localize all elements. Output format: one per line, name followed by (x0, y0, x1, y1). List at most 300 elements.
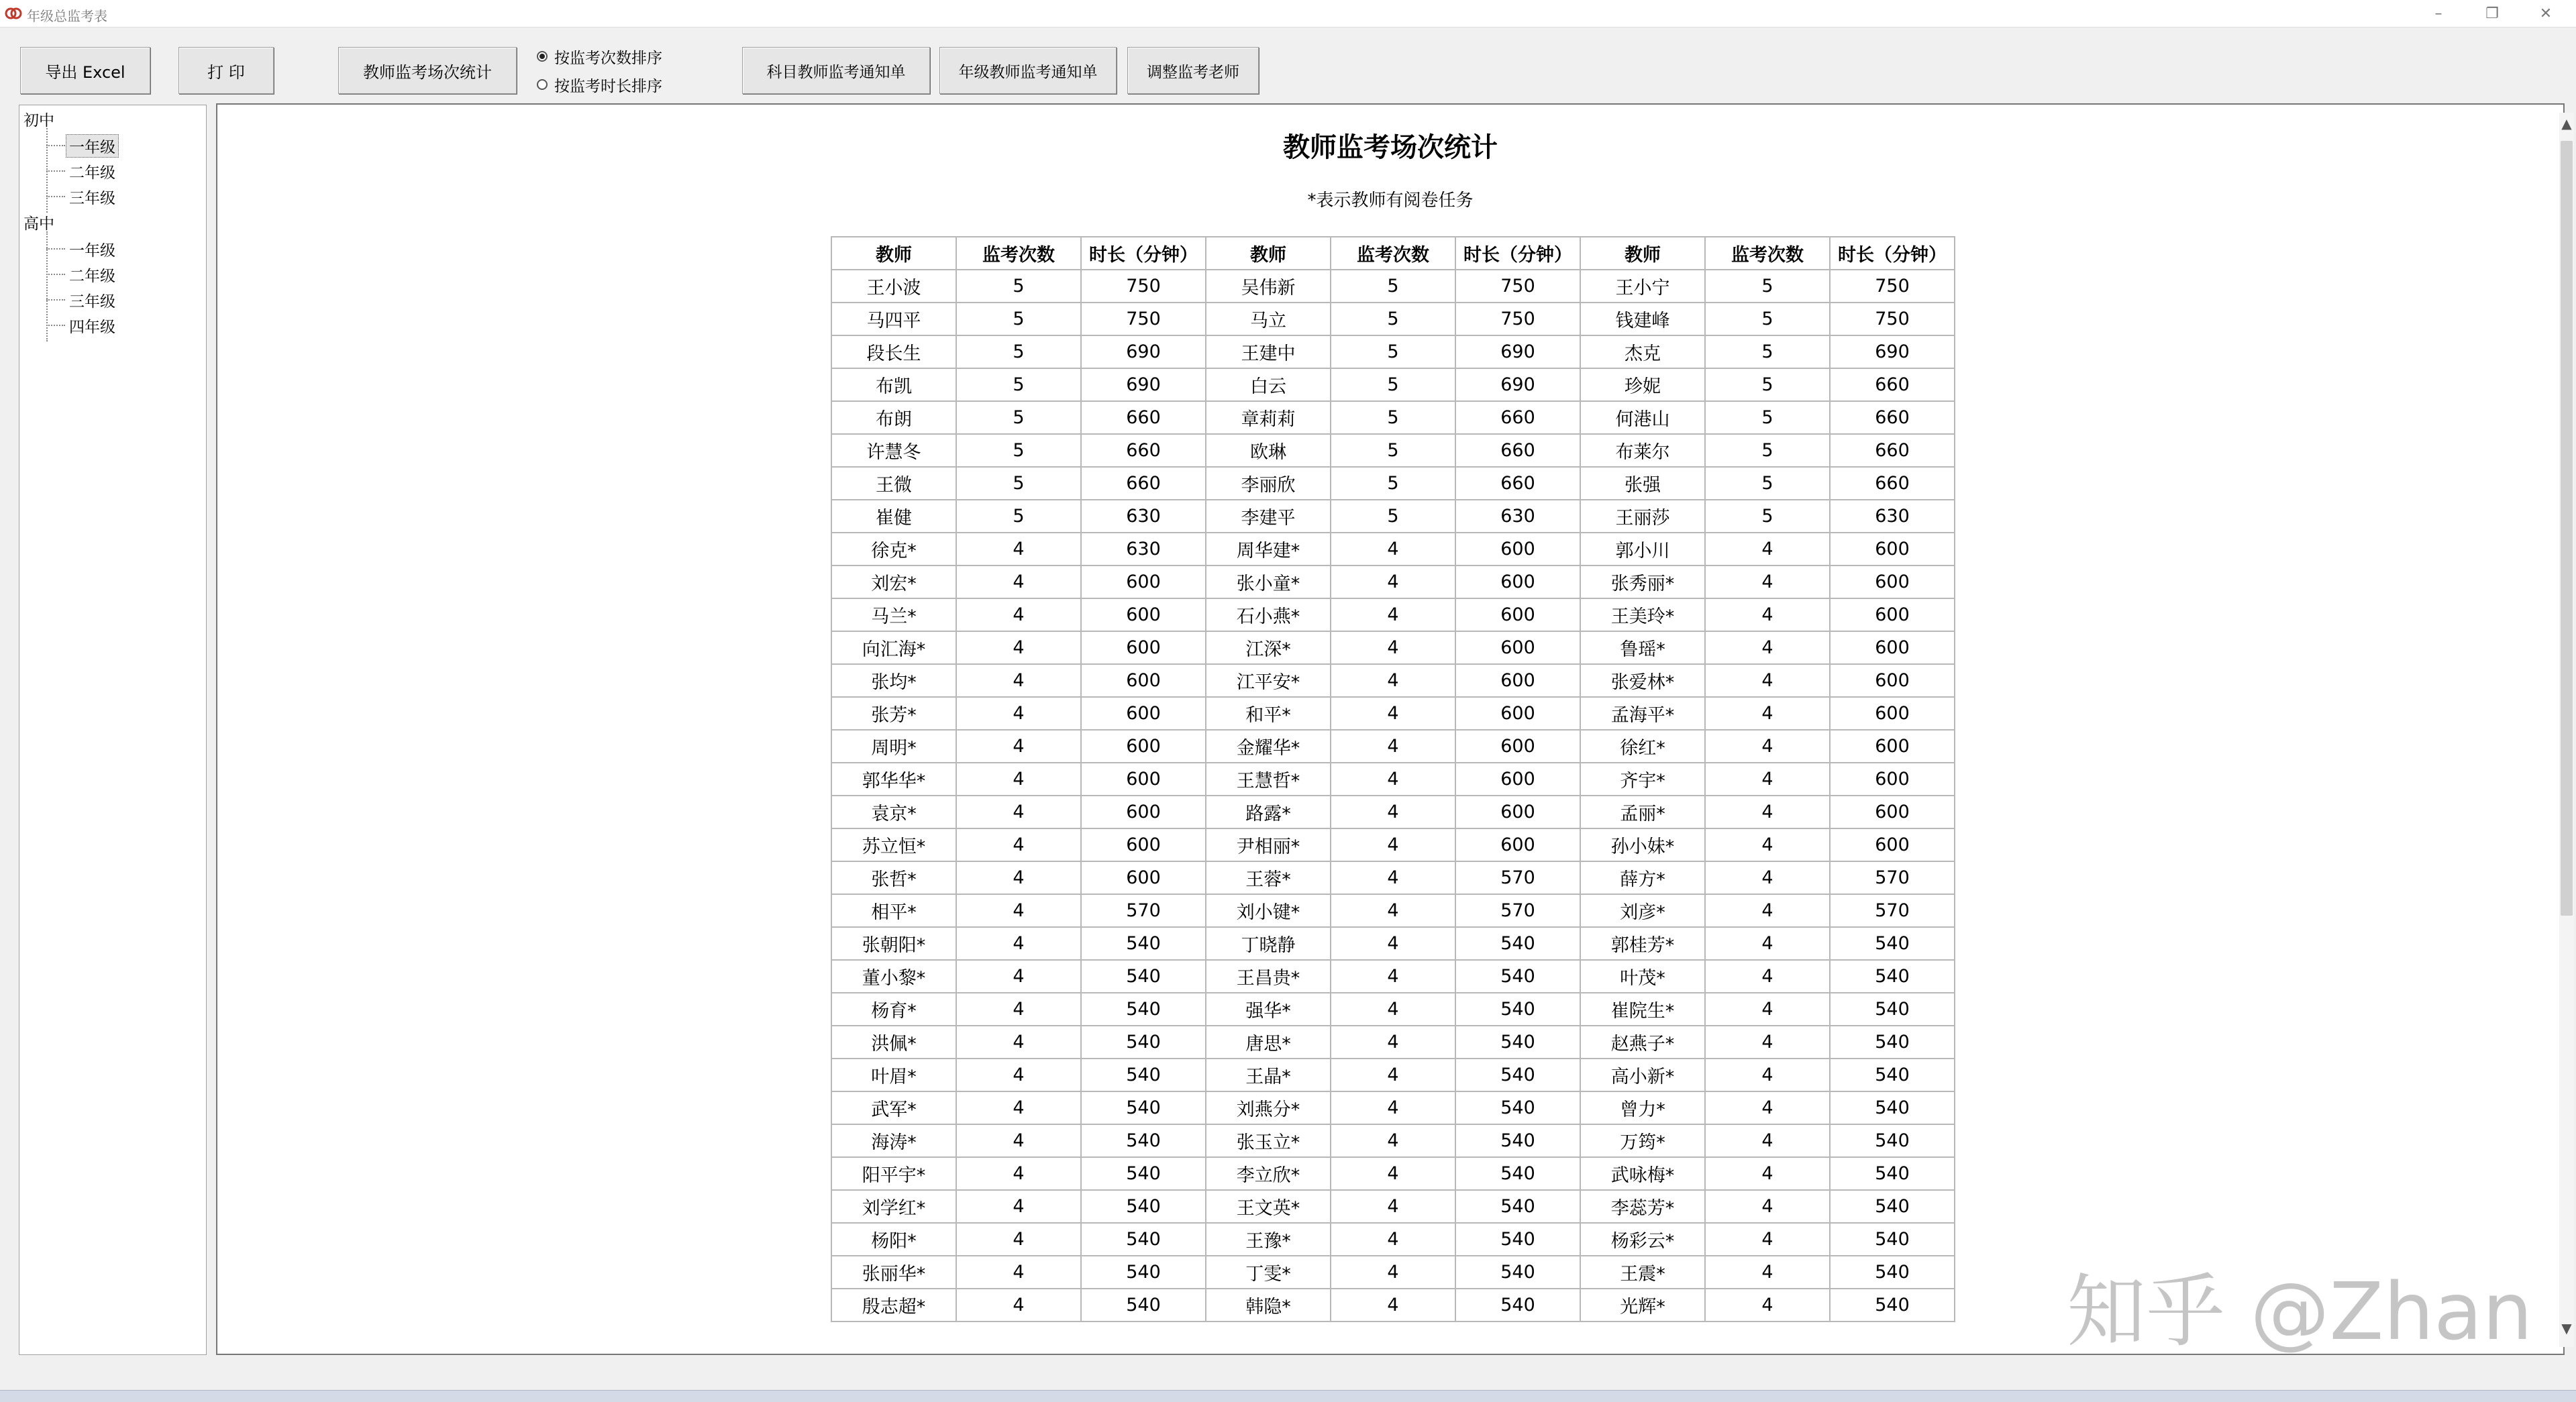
teacher-cell: 薛方* (1580, 861, 1705, 894)
duration-cell: 540 (1455, 993, 1580, 1026)
duration-cell: 600 (1455, 730, 1580, 763)
teacher-cell: 布朗 (831, 401, 956, 434)
duration-cell: 600 (1081, 828, 1206, 861)
table-row (831, 1124, 1955, 1157)
table-row (831, 467, 1955, 500)
teacher-cell: 向汇海* (831, 631, 956, 664)
duration-cell: 750 (1081, 303, 1206, 335)
count-cell: 4 (1331, 960, 1455, 993)
teacher-cell: 杰克 (1580, 335, 1705, 368)
count-cell: 4 (1331, 1157, 1455, 1190)
duration-cell: 660 (1455, 401, 1580, 434)
duration-cell: 540 (1455, 927, 1580, 960)
table-row (831, 631, 1955, 664)
count-cell: 4 (956, 828, 1081, 861)
teacher-cell: 王微 (831, 467, 956, 500)
teacher-cell: 王晶* (1206, 1059, 1331, 1091)
teacher-cell: 王蓉* (1206, 861, 1331, 894)
count-cell: 4 (956, 565, 1081, 598)
count-cell: 5 (1331, 368, 1455, 401)
count-cell: 5 (956, 270, 1081, 303)
export-excel-button[interactable]: 导出 Excel (20, 47, 150, 94)
teacher-cell: 布凯 (831, 368, 956, 401)
count-cell: 4 (1705, 730, 1830, 763)
count-cell: 4 (956, 1223, 1081, 1256)
teacher-cell: 武军* (831, 1091, 956, 1124)
count-cell: 4 (1705, 894, 1830, 927)
count-cell: 4 (1331, 1124, 1455, 1157)
duration-cell: 540 (1830, 1289, 1955, 1322)
count-cell: 4 (1705, 927, 1830, 960)
count-cell: 4 (956, 1124, 1081, 1157)
column-header: 教师 (831, 237, 956, 270)
column-header: 监考次数 (1705, 237, 1830, 270)
teacher-cell: 孙小妹* (1580, 828, 1705, 861)
duration-cell: 540 (1830, 1223, 1955, 1256)
duration-cell: 540 (1081, 1026, 1206, 1059)
table-row (831, 828, 1955, 861)
duration-cell: 540 (1081, 1124, 1206, 1157)
duration-cell: 600 (1830, 631, 1955, 664)
duration-cell: 750 (1830, 270, 1955, 303)
teacher-cell: 王建中 (1206, 335, 1331, 368)
duration-cell: 630 (1455, 500, 1580, 533)
column-header: 监考次数 (1331, 237, 1455, 270)
count-cell: 4 (1331, 1091, 1455, 1124)
count-cell: 4 (956, 1059, 1081, 1091)
table-row (831, 697, 1955, 730)
teacher-cell: 王丽莎 (1580, 500, 1705, 533)
count-cell: 4 (956, 960, 1081, 993)
tree-line (46, 170, 65, 172)
teacher-cell: 章莉莉 (1206, 401, 1331, 434)
teacher-cell: 王昌贵* (1206, 960, 1331, 993)
teacher-cell: 张强 (1580, 467, 1705, 500)
teacher-cell: 苏立恒* (831, 828, 956, 861)
teacher-cell: 张哲* (831, 861, 956, 894)
teacher-cell: 刘彦* (1580, 894, 1705, 927)
count-cell: 4 (1331, 1289, 1455, 1322)
duration-cell: 540 (1830, 1059, 1955, 1091)
count-cell: 4 (1331, 697, 1455, 730)
duration-cell: 600 (1830, 598, 1955, 631)
column-header: 教师 (1580, 237, 1705, 270)
duration-cell: 600 (1081, 664, 1206, 697)
restore-button[interactable]: ❐ (2485, 5, 2499, 22)
table-row (831, 796, 1955, 828)
teacher-cell: 张芳* (831, 697, 956, 730)
count-cell: 4 (1331, 1059, 1455, 1091)
teacher-cell: 张爱林* (1580, 664, 1705, 697)
tree-item-junior-grade3[interactable]: 三年级 (69, 190, 115, 207)
sort-by-duration-radio[interactable] (537, 72, 662, 97)
teacher-cell: 王慧哲* (1206, 763, 1331, 796)
count-cell: 4 (1331, 598, 1455, 631)
teacher-cell: 尹相丽* (1206, 828, 1331, 861)
close-button[interactable]: ✕ (2539, 5, 2553, 22)
teacher-cell: 洪佩* (831, 1026, 956, 1059)
teacher-cell: 徐红* (1580, 730, 1705, 763)
teacher-cell: 刘学红* (831, 1190, 956, 1223)
watermark: 知乎 @Zhan (2067, 1265, 2533, 1358)
count-cell: 5 (1331, 303, 1455, 335)
count-cell: 4 (1331, 927, 1455, 960)
duration-cell: 540 (1830, 1091, 1955, 1124)
teacher-cell: 崔院生* (1580, 993, 1705, 1026)
teacher-cell: 丁晓静 (1206, 927, 1331, 960)
duration-cell: 570 (1455, 861, 1580, 894)
duration-cell: 660 (1830, 368, 1955, 401)
teacher-cell: 王小宁 (1580, 270, 1705, 303)
duration-cell: 630 (1830, 500, 1955, 533)
count-cell: 5 (1705, 270, 1830, 303)
count-cell: 5 (956, 335, 1081, 368)
teacher-cell: 金耀华* (1206, 730, 1331, 763)
duration-cell: 660 (1455, 467, 1580, 500)
teacher-cell: 曾力* (1580, 1091, 1705, 1124)
teacher-cell: 吴伟新 (1206, 270, 1331, 303)
duration-cell: 540 (1830, 927, 1955, 960)
count-cell: 5 (1705, 368, 1830, 401)
tree-item-junior-grade1[interactable]: 一年级 (66, 135, 118, 157)
count-cell: 5 (956, 434, 1081, 467)
table-row (831, 533, 1955, 565)
count-cell: 4 (1331, 763, 1455, 796)
tree-line (46, 248, 65, 250)
teacher-cell: 武咏梅* (1580, 1157, 1705, 1190)
duration-cell: 540 (1455, 1059, 1580, 1091)
count-cell: 5 (1705, 500, 1830, 533)
count-cell: 4 (1705, 828, 1830, 861)
teacher-cell: 段长生 (831, 335, 956, 368)
table-row (831, 730, 1955, 763)
duration-cell: 600 (1830, 565, 1955, 598)
table-row (831, 664, 1955, 697)
count-cell: 5 (1331, 434, 1455, 467)
count-cell: 4 (1331, 730, 1455, 763)
teacher-cell: 白云 (1206, 368, 1331, 401)
column-header: 时长（分钟） (1830, 237, 1955, 270)
count-cell: 4 (956, 1256, 1081, 1289)
teacher-cell: 王美玲* (1580, 598, 1705, 631)
duration-cell: 600 (1455, 533, 1580, 565)
duration-cell: 540 (1455, 1256, 1580, 1289)
adjust-teacher-button[interactable]: 调整监考老师 (1127, 47, 1259, 94)
count-cell: 4 (956, 598, 1081, 631)
count-cell: 4 (1705, 1124, 1830, 1157)
teacher-cell: 刘小键* (1206, 894, 1331, 927)
table-row (831, 763, 1955, 796)
teacher-cell: 许慧冬 (831, 434, 956, 467)
duration-cell: 540 (1455, 1157, 1580, 1190)
count-cell: 5 (956, 368, 1081, 401)
scroll-up-icon[interactable]: ▲ (2561, 115, 2572, 131)
duration-cell: 600 (1081, 763, 1206, 796)
minimize-button[interactable]: – (2434, 5, 2442, 22)
teacher-cell: 鲁瑶* (1580, 631, 1705, 664)
app-logo-icon (4, 4, 23, 23)
count-cell: 5 (1331, 401, 1455, 434)
duration-cell: 540 (1830, 1026, 1955, 1059)
duration-cell: 540 (1455, 1190, 1580, 1223)
scroll-down-icon[interactable]: ▼ (2561, 1320, 2572, 1336)
duration-cell: 600 (1455, 828, 1580, 861)
duration-cell: 600 (1081, 631, 1206, 664)
duration-cell: 600 (1455, 697, 1580, 730)
count-cell: 4 (956, 533, 1081, 565)
count-cell: 4 (1331, 993, 1455, 1026)
teacher-cell: 阳平宇* (831, 1157, 956, 1190)
duration-cell: 690 (1455, 368, 1580, 401)
duration-cell: 540 (1081, 1289, 1206, 1322)
teacher-cell: 钱建峰 (1580, 303, 1705, 335)
tree-node-senior[interactable]: 高中 (23, 215, 54, 233)
duration-cell: 750 (1081, 270, 1206, 303)
teacher-cell: 张均* (831, 664, 956, 697)
duration-cell: 600 (1455, 598, 1580, 631)
count-cell: 4 (956, 631, 1081, 664)
duration-cell: 600 (1455, 796, 1580, 828)
count-cell: 4 (956, 1190, 1081, 1223)
table-row (831, 993, 1955, 1026)
duration-cell: 600 (1830, 763, 1955, 796)
teacher-cell: 杨阳* (831, 1223, 956, 1256)
count-cell: 5 (1331, 467, 1455, 500)
teacher-cell: 刘燕分* (1206, 1091, 1331, 1124)
report-panel (216, 103, 2565, 1355)
teacher-cell: 周明* (831, 730, 956, 763)
teacher-cell: 郭华华* (831, 763, 956, 796)
count-cell: 4 (956, 1157, 1081, 1190)
teacher-cell: 崔健 (831, 500, 956, 533)
count-cell: 4 (1705, 993, 1830, 1026)
count-cell: 4 (1331, 565, 1455, 598)
count-cell: 4 (1705, 1157, 1830, 1190)
radio-unchecked-icon (537, 79, 548, 90)
teacher-cell: 董小黎* (831, 960, 956, 993)
duration-cell: 600 (1081, 861, 1206, 894)
tree-item-senior-grade1[interactable]: 一年级 (69, 242, 115, 260)
teacher-cell: 王文英* (1206, 1190, 1331, 1223)
count-cell: 4 (956, 796, 1081, 828)
teacher-cell: 石小燕* (1206, 598, 1331, 631)
count-cell: 5 (956, 500, 1081, 533)
teacher-cell: 唐思* (1206, 1026, 1331, 1059)
table-row (831, 401, 1955, 434)
tree-line (46, 145, 65, 146)
teacher-cell: 张秀丽* (1580, 565, 1705, 598)
duration-cell: 600 (1455, 763, 1580, 796)
teacher-cell: 袁京* (831, 796, 956, 828)
duration-cell: 600 (1081, 730, 1206, 763)
count-cell: 4 (956, 1091, 1081, 1124)
duration-cell: 660 (1830, 401, 1955, 434)
sort-by-duration-label: 按监考时长排序 (554, 77, 662, 95)
duration-cell: 600 (1830, 730, 1955, 763)
tree-node-junior[interactable]: 初中 (23, 112, 54, 129)
teacher-cell: 光辉* (1580, 1289, 1705, 1322)
teacher-cell: 郭桂芳* (1580, 927, 1705, 960)
teacher-cell: 李丽欣 (1206, 467, 1331, 500)
count-cell: 4 (956, 993, 1081, 1026)
duration-cell: 540 (1081, 1091, 1206, 1124)
teacher-cell: 李立欣* (1206, 1157, 1331, 1190)
count-cell: 4 (1705, 565, 1830, 598)
duration-cell: 600 (1081, 796, 1206, 828)
count-cell: 4 (956, 730, 1081, 763)
duration-cell: 540 (1830, 1256, 1955, 1289)
duration-cell: 600 (1455, 565, 1580, 598)
duration-cell: 660 (1455, 434, 1580, 467)
duration-cell: 540 (1455, 1289, 1580, 1322)
duration-cell: 540 (1081, 993, 1206, 1026)
count-cell: 5 (1331, 500, 1455, 533)
duration-cell: 600 (1455, 664, 1580, 697)
duration-cell: 660 (1830, 467, 1955, 500)
table-row (831, 368, 1955, 401)
count-cell: 4 (1705, 533, 1830, 565)
teacher-cell: 刘宏* (831, 565, 956, 598)
tree-item-junior-grade2[interactable]: 二年级 (69, 164, 115, 182)
column-header: 时长（分钟） (1455, 237, 1580, 270)
count-cell: 4 (956, 861, 1081, 894)
count-cell: 4 (1705, 1223, 1830, 1256)
teacher-cell: 李建平 (1206, 500, 1331, 533)
duration-cell: 540 (1455, 960, 1580, 993)
count-cell: 4 (1331, 1190, 1455, 1223)
report-title: 教师监考场次统计 (1283, 132, 1498, 163)
print-button[interactable]: 打 印 (178, 47, 274, 94)
duration-cell: 570 (1455, 894, 1580, 927)
tree-line (46, 299, 65, 301)
duration-cell: 540 (1830, 1124, 1955, 1157)
scrollbar-thumb[interactable] (2561, 141, 2573, 916)
table-row (831, 434, 1955, 467)
table-row (831, 1157, 1955, 1190)
table-row (831, 1059, 1955, 1091)
teacher-cell: 杨彩云* (1580, 1223, 1705, 1256)
duration-cell: 660 (1081, 434, 1206, 467)
count-cell: 4 (1331, 828, 1455, 861)
count-cell: 5 (1705, 303, 1830, 335)
count-cell: 4 (1331, 894, 1455, 927)
count-cell: 4 (956, 1026, 1081, 1059)
tree-item-senior-grade4[interactable]: 四年级 (69, 319, 115, 336)
count-cell: 4 (1331, 796, 1455, 828)
grade-notice-button[interactable]: 年级教师监考通知单 (939, 47, 1117, 94)
window-title: 年级总监考表 (27, 8, 107, 24)
count-cell: 5 (1705, 467, 1830, 500)
count-cell: 4 (1705, 1059, 1830, 1091)
teacher-cell: 和平* (1206, 697, 1331, 730)
count-cell: 5 (1705, 335, 1830, 368)
teacher-cell: 何港山 (1580, 401, 1705, 434)
count-cell: 4 (1331, 664, 1455, 697)
duration-cell: 600 (1081, 565, 1206, 598)
table-row (831, 861, 1955, 894)
teacher-cell: 海涛* (831, 1124, 956, 1157)
column-header: 时长（分钟） (1081, 237, 1206, 270)
teacher-cell: 张玉立* (1206, 1124, 1331, 1157)
teacher-cell: 齐宇* (1580, 763, 1705, 796)
teacher-cell: 马兰* (831, 598, 956, 631)
table-row (831, 1223, 1955, 1256)
teacher-cell: 叶眉* (831, 1059, 956, 1091)
count-cell: 5 (956, 303, 1081, 335)
duration-cell: 600 (1455, 631, 1580, 664)
duration-cell: 750 (1830, 303, 1955, 335)
duration-cell: 600 (1830, 796, 1955, 828)
teacher-cell: 王豫* (1206, 1223, 1331, 1256)
teacher-cell: 孟海平* (1580, 697, 1705, 730)
table-row (831, 1026, 1955, 1059)
count-cell: 4 (956, 664, 1081, 697)
table-row (831, 1190, 1955, 1223)
tree-item-senior-grade3[interactable]: 三年级 (69, 293, 115, 311)
table-row (831, 960, 1955, 993)
table-row (831, 270, 1955, 303)
column-header: 教师 (1206, 237, 1331, 270)
duration-cell: 660 (1830, 434, 1955, 467)
sort-by-count-radio[interactable] (537, 44, 662, 68)
duration-cell: 690 (1081, 368, 1206, 401)
count-cell: 4 (1331, 1256, 1455, 1289)
taskbar-strip (0, 1390, 2576, 1402)
duration-cell: 690 (1081, 335, 1206, 368)
stats-table (831, 236, 1955, 1322)
stats-table-body (831, 270, 1955, 1322)
table-row (831, 598, 1955, 631)
count-cell: 5 (1705, 434, 1830, 467)
count-cell: 4 (1705, 1256, 1830, 1289)
radio-checked-icon (537, 51, 548, 62)
teacher-cell: 张丽华* (831, 1256, 956, 1289)
duration-cell: 570 (1830, 894, 1955, 927)
column-header: 监考次数 (956, 237, 1081, 270)
table-row (831, 565, 1955, 598)
teacher-cell: 叶茂* (1580, 960, 1705, 993)
teacher-cell: 万筠* (1580, 1124, 1705, 1157)
count-cell: 4 (1705, 1026, 1830, 1059)
subject-notice-button[interactable]: 科目教师监考通知单 (742, 47, 930, 94)
duration-cell: 540 (1455, 1223, 1580, 1256)
count-cell: 5 (1705, 401, 1830, 434)
teacher-cell: 韩隐* (1206, 1289, 1331, 1322)
count-cell: 4 (1705, 960, 1830, 993)
teacher-cell: 相平* (831, 894, 956, 927)
teacher-cell: 郭小川 (1580, 533, 1705, 565)
duration-cell: 540 (1081, 960, 1206, 993)
duration-cell: 540 (1830, 1190, 1955, 1223)
teacher-stats-button[interactable]: 教师监考场次统计 (338, 47, 517, 94)
teacher-cell: 马立 (1206, 303, 1331, 335)
duration-cell: 600 (1081, 697, 1206, 730)
duration-cell: 540 (1081, 1157, 1206, 1190)
count-cell: 4 (1705, 631, 1830, 664)
table-header-row (831, 237, 1955, 270)
teacher-cell: 王震* (1580, 1256, 1705, 1289)
teacher-cell: 强华* (1206, 993, 1331, 1026)
teacher-cell: 殷志超* (831, 1289, 956, 1322)
table-row (831, 303, 1955, 335)
duration-cell: 540 (1830, 993, 1955, 1026)
count-cell: 4 (1705, 1289, 1830, 1322)
count-cell: 4 (956, 1289, 1081, 1322)
tree-item-senior-grade2[interactable]: 二年级 (69, 268, 115, 285)
duration-cell: 600 (1830, 664, 1955, 697)
duration-cell: 630 (1081, 533, 1206, 565)
duration-cell: 570 (1081, 894, 1206, 927)
